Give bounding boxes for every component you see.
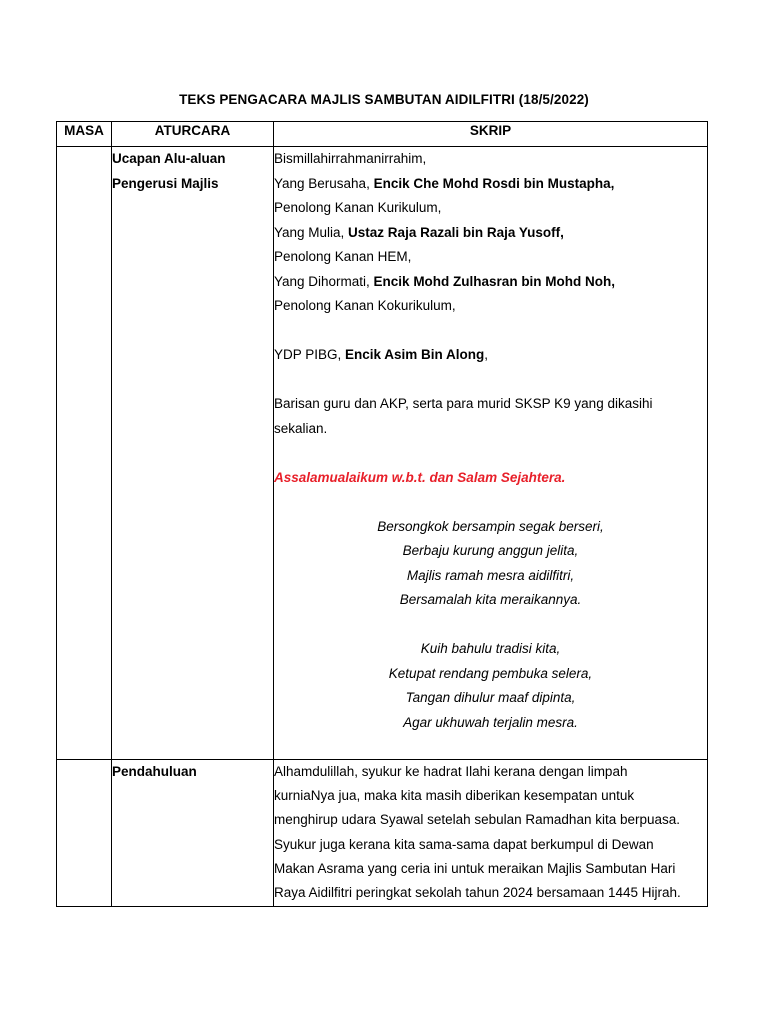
script-line: Alhamdulillah, syukur ke hadrat Ilahi kerana dengan limpah xyxy=(274,764,628,779)
blank-line xyxy=(274,490,707,515)
script-line: menghirup udara Syawal setelah sebulan Ramadhan kita berpuasa. xyxy=(274,812,681,828)
header-skrip: SKRIP xyxy=(274,122,708,147)
script-line: Raya Aidilfitri peringkat sekolah tahun 2024 bersamaan 1445 Hijrah. xyxy=(274,885,681,901)
guest-name: Encik Mohd Zulhasran bin Mohd Noh, xyxy=(373,273,616,289)
honorific: Yang Berusaha, xyxy=(274,175,374,191)
honorific: Yang Mulia, xyxy=(274,224,349,240)
table-row xyxy=(57,147,708,760)
honorific: YDP PIBG, xyxy=(274,347,346,362)
script-line: Penolong Kanan HEM, xyxy=(274,249,412,264)
script-line xyxy=(274,270,707,295)
pantun-line: Agar ukhuwah terjalin mesra. xyxy=(403,714,578,730)
script-line: Makan Asrama yang ceria ini untuk meraikan Majlis Sambutan Hari xyxy=(274,860,676,876)
aturcara-cell xyxy=(112,147,274,760)
pantun-line: Kuih bahulu tradisi kita, xyxy=(420,641,561,656)
masa-cell xyxy=(57,147,112,760)
aturcara-cell xyxy=(112,760,274,907)
script-line xyxy=(274,221,707,246)
aturcara-line: Pendahuluan xyxy=(112,764,197,779)
table-row xyxy=(57,760,708,907)
script-line: kurniaNya jua, maka kita masih diberikan kesempatan untuk xyxy=(274,788,635,804)
comma: , xyxy=(484,347,489,362)
greeting-line: Assalamualaikum w.b.t. dan Salam Sejahtera. xyxy=(274,469,566,485)
pantun-line: Berbaju kurung anggun jelita, xyxy=(402,543,579,558)
script-line: Barisan guru dan AKP, serta para murid SKSP K9 yang dikasihi xyxy=(274,396,653,411)
script-line: Penolong Kanan Kokurikulum, xyxy=(274,298,456,313)
script-table xyxy=(56,121,708,907)
pantun-line: Ketupat rendang pembuka selera, xyxy=(388,665,593,681)
blank-line xyxy=(274,613,707,638)
table-header-row xyxy=(57,122,708,147)
script-line: Penolong Kanan Kurikulum, xyxy=(274,200,442,215)
guest-name: Ustaz Raja Razali bin Raja Yusoff, xyxy=(348,224,564,240)
script-line xyxy=(274,343,707,368)
document-title: TEKS PENGACARA MAJLIS SAMBUTAN AIDILFITRI (18/5/2022) xyxy=(179,92,589,107)
pantun-line: Majlis ramah mesra aidilfitri, xyxy=(406,567,575,583)
script-line: Syukur juga kerana kita sama-sama dapat berkumpul di Dewan xyxy=(274,836,654,852)
pantun-line: Tangan dihulur maaf dipinta, xyxy=(405,690,576,705)
script-line: Bismillahirrahmanirrahim, xyxy=(274,151,427,166)
blank-line xyxy=(274,368,707,393)
script-cell xyxy=(274,147,708,760)
blank-line xyxy=(274,319,707,344)
guest-name: Encik Asim Bin Along xyxy=(345,347,485,362)
header-aturcara: ATURCARA xyxy=(112,122,274,147)
script-line xyxy=(274,172,707,197)
pantun-line: Bersongkok bersampin segak berseri, xyxy=(377,518,604,534)
aturcara-line: Ucapan Alu-aluan xyxy=(112,151,226,166)
pantun-line: Bersamalah kita meraikannya. xyxy=(399,592,582,607)
script-cell xyxy=(274,760,708,907)
aturcara-line: Pengerusi Majlis xyxy=(112,175,219,191)
guest-name: Encik Che Mohd Rosdi bin Mustapha, xyxy=(373,175,615,191)
masa-cell xyxy=(57,760,112,907)
blank-line xyxy=(274,441,707,466)
script-line: sekalian. xyxy=(274,420,328,436)
header-masa: MASA xyxy=(57,122,112,147)
honorific: Yang Dihormati, xyxy=(274,273,374,289)
